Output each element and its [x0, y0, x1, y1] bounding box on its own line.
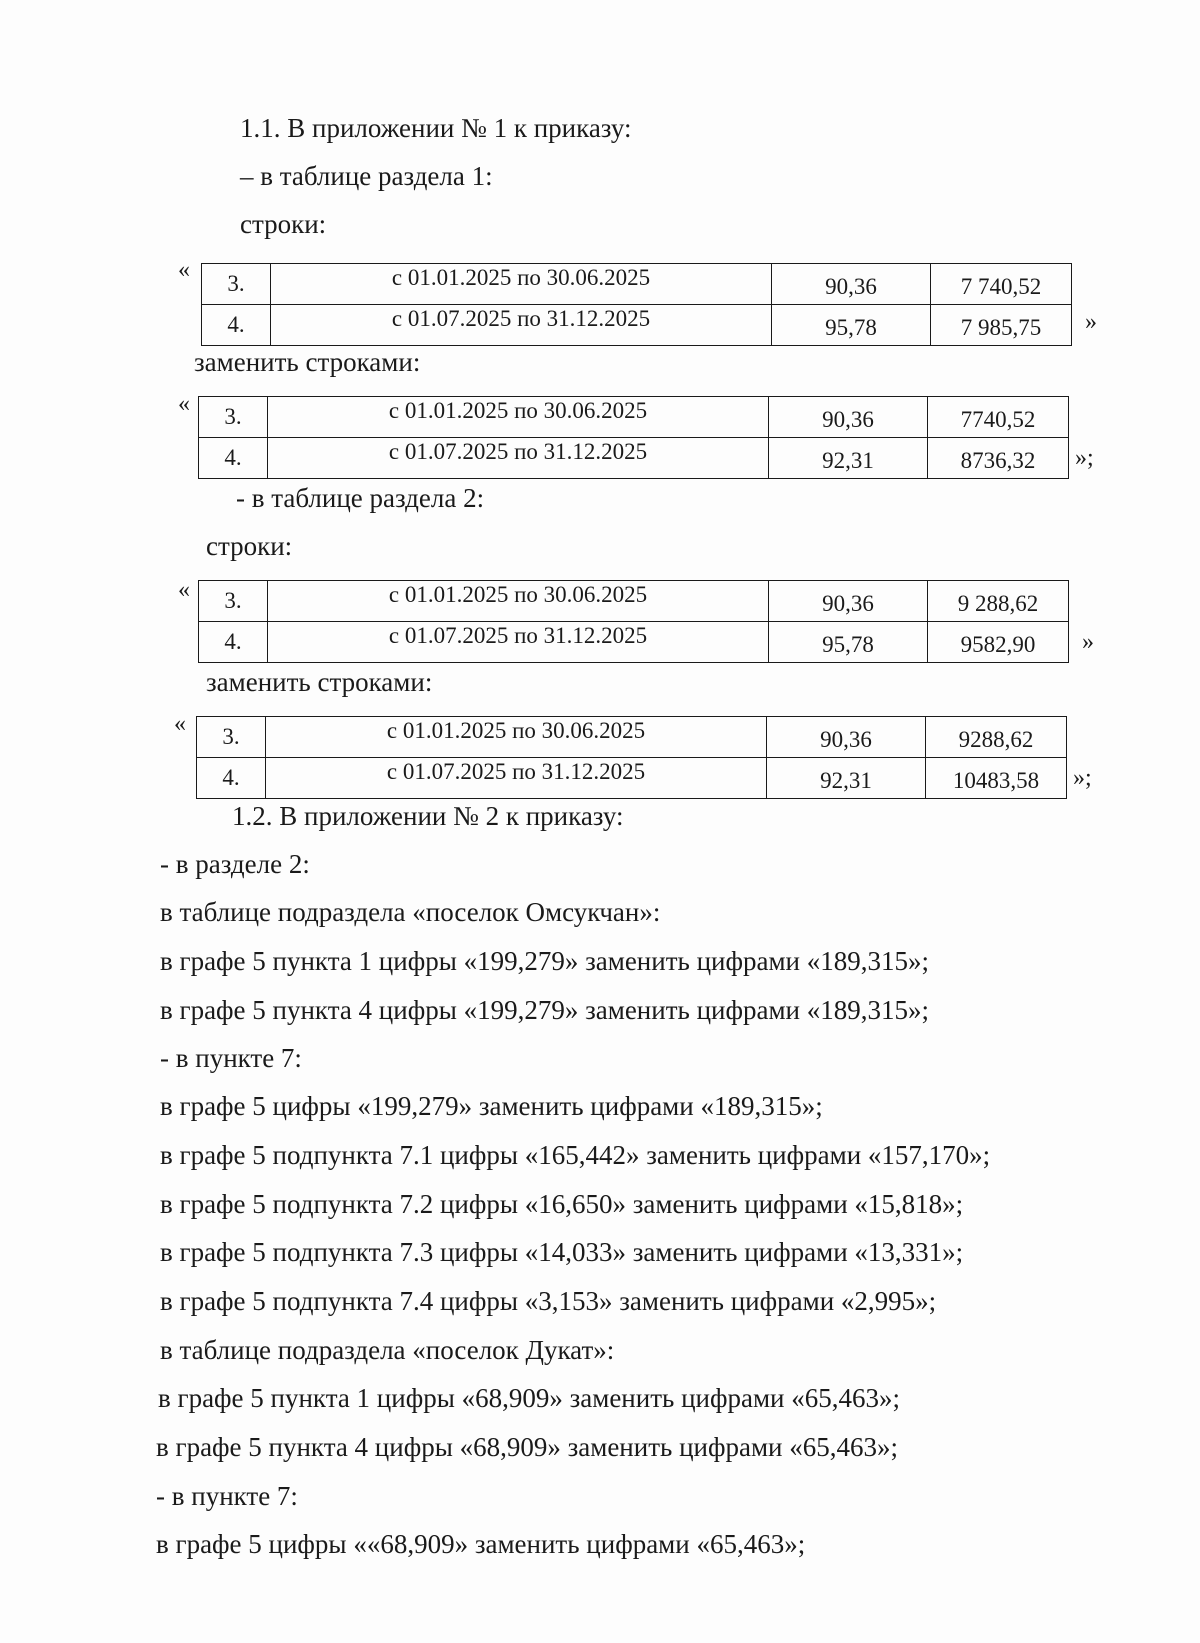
- text-line: в таблице подраздела «поселок Омсукчан»:: [160, 897, 661, 927]
- table1-close-quote: »: [1085, 309, 1097, 335]
- value-text: 90,36: [825, 274, 877, 299]
- row-value-2: [926, 758, 1067, 799]
- text-line: в графе 5 пункта 4 цифры «199,279» заменить цифрами «189,315»;: [160, 995, 929, 1025]
- period-text: с 01.01.2025 по 30.06.2025: [391, 265, 651, 290]
- value-text: 9 288,62: [957, 591, 1039, 616]
- row-value-1: [772, 264, 931, 305]
- row-period: [266, 717, 767, 758]
- row-value-2: [931, 264, 1072, 305]
- replace-label-2: заменить строками:: [206, 667, 433, 697]
- table-row: [202, 305, 1072, 346]
- period-text: с 01.07.2025 по 31.12.2025: [386, 759, 646, 784]
- period-text: с 01.01.2025 по 30.06.2025: [388, 398, 648, 423]
- row-value-1: [769, 438, 928, 479]
- text-line: в таблице подраздела «поселок Дукат»:: [160, 1335, 615, 1365]
- row-value-2: [928, 397, 1069, 438]
- row-value-2: [928, 622, 1069, 663]
- text-line: в графе 5 подпункта 7.3 цифры «14,033» заменить цифрами «13,331»;: [160, 1237, 964, 1267]
- table3-open-quote: «: [178, 577, 190, 603]
- table4: [196, 716, 1067, 799]
- value-text: 10483,58: [952, 768, 1040, 793]
- table-row: [199, 581, 1069, 622]
- row-period: [271, 305, 772, 346]
- text-line: в графе 5 подпункта 7.2 цифры «16,650» заменить цифрами «15,818»;: [160, 1189, 964, 1219]
- row-value-1: [769, 581, 928, 622]
- row-period: [266, 758, 767, 799]
- table2-close-quote: »;: [1075, 445, 1094, 471]
- text-line: в графе 5 пункта 4 цифры «68,909» заменить цифрами «65,463»;: [156, 1432, 898, 1462]
- period-text: с 01.07.2025 по 31.12.2025: [391, 306, 651, 331]
- table-row: [202, 264, 1072, 305]
- value-text: 90,36: [822, 591, 874, 616]
- text-line: в графе 5 цифры ««68,909» заменить цифрами «65,463»;: [156, 1529, 806, 1559]
- row-period: [271, 264, 772, 305]
- period-text: с 01.01.2025 по 30.06.2025: [386, 718, 646, 743]
- row-number: 3.: [199, 581, 268, 622]
- row-number: 3.: [197, 717, 266, 758]
- row-period: [268, 622, 769, 663]
- rows-label-1: строки:: [240, 209, 327, 239]
- value-text: 7740,52: [960, 407, 1036, 432]
- row-period: [268, 581, 769, 622]
- value-text: 92,31: [820, 768, 872, 793]
- text-line: в графе 5 подпункта 7.1 цифры «165,442» заменить цифрами «157,170»;: [160, 1140, 991, 1170]
- text-line: в графе 5 цифры «199,279» заменить цифрами «189,315»;: [160, 1091, 823, 1121]
- row-number: 4.: [199, 622, 268, 663]
- text-line: - в разделе 2:: [160, 849, 310, 879]
- period-text: с 01.07.2025 по 31.12.2025: [388, 439, 648, 464]
- section-1-intro: – в таблице раздела 1:: [240, 161, 493, 191]
- value-text: 90,36: [822, 407, 874, 432]
- row-value-2: [928, 581, 1069, 622]
- value-text: 7 985,75: [960, 315, 1042, 340]
- row-number: 3.: [199, 397, 268, 438]
- row-number: 4.: [197, 758, 266, 799]
- replace-label-1: заменить строками:: [194, 347, 421, 377]
- table-row: [199, 397, 1069, 438]
- table-row: [199, 438, 1069, 479]
- value-text: 8736,32: [960, 448, 1036, 473]
- table-row: [197, 717, 1067, 758]
- value-text: 95,78: [825, 315, 877, 340]
- value-text: 92,31: [822, 448, 874, 473]
- value-text: 7 740,52: [960, 274, 1042, 299]
- row-value-2: [926, 717, 1067, 758]
- row-value-1: [767, 758, 926, 799]
- row-value-1: [769, 622, 928, 663]
- row-value-1: [767, 717, 926, 758]
- row-number: 4.: [199, 438, 268, 479]
- value-text: 95,78: [822, 632, 874, 657]
- row-number: 4.: [202, 305, 271, 346]
- table3: [198, 580, 1069, 663]
- row-value-2: [928, 438, 1069, 479]
- value-text: 90,36: [820, 727, 872, 752]
- text-line: - в пункте 7:: [156, 1481, 298, 1511]
- value-text: 9582,90: [960, 632, 1036, 657]
- row-value-1: [772, 305, 931, 346]
- text-line: в графе 5 пункта 1 цифры «199,279» заменить цифрами «189,315»;: [160, 946, 929, 976]
- table-row: [197, 758, 1067, 799]
- text-line: - в пункте 7:: [160, 1043, 302, 1073]
- row-number: 3.: [202, 264, 271, 305]
- value-text: 9288,62: [958, 727, 1034, 752]
- row-period: [268, 438, 769, 479]
- table3-close-quote: »: [1082, 629, 1094, 655]
- section-2-intro: - в таблице раздела 2:: [236, 483, 485, 513]
- table4-open-quote: «: [174, 711, 186, 737]
- rows-label-2: строки:: [206, 531, 293, 561]
- table2-open-quote: «: [178, 391, 190, 417]
- table1-open-quote: «: [178, 257, 190, 283]
- row-value-2: [931, 305, 1072, 346]
- text-line: в графе 5 подпункта 7.4 цифры «3,153» заменить цифрами «2,995»;: [160, 1286, 937, 1316]
- row-period: [268, 397, 769, 438]
- table-row: [199, 622, 1069, 663]
- heading-1-1: 1.1. В приложении № 1 к приказу:: [240, 113, 632, 143]
- table2: [198, 396, 1069, 479]
- table4-close-quote: »;: [1073, 765, 1092, 791]
- text-line: в графе 5 пункта 1 цифры «68,909» заменить цифрами «65,463»;: [158, 1383, 900, 1413]
- period-text: с 01.01.2025 по 30.06.2025: [388, 582, 648, 607]
- heading-1-2: 1.2. В приложении № 2 к приказу:: [232, 801, 624, 831]
- period-text: с 01.07.2025 по 31.12.2025: [388, 623, 648, 648]
- row-value-1: [769, 397, 928, 438]
- table1: [201, 263, 1072, 346]
